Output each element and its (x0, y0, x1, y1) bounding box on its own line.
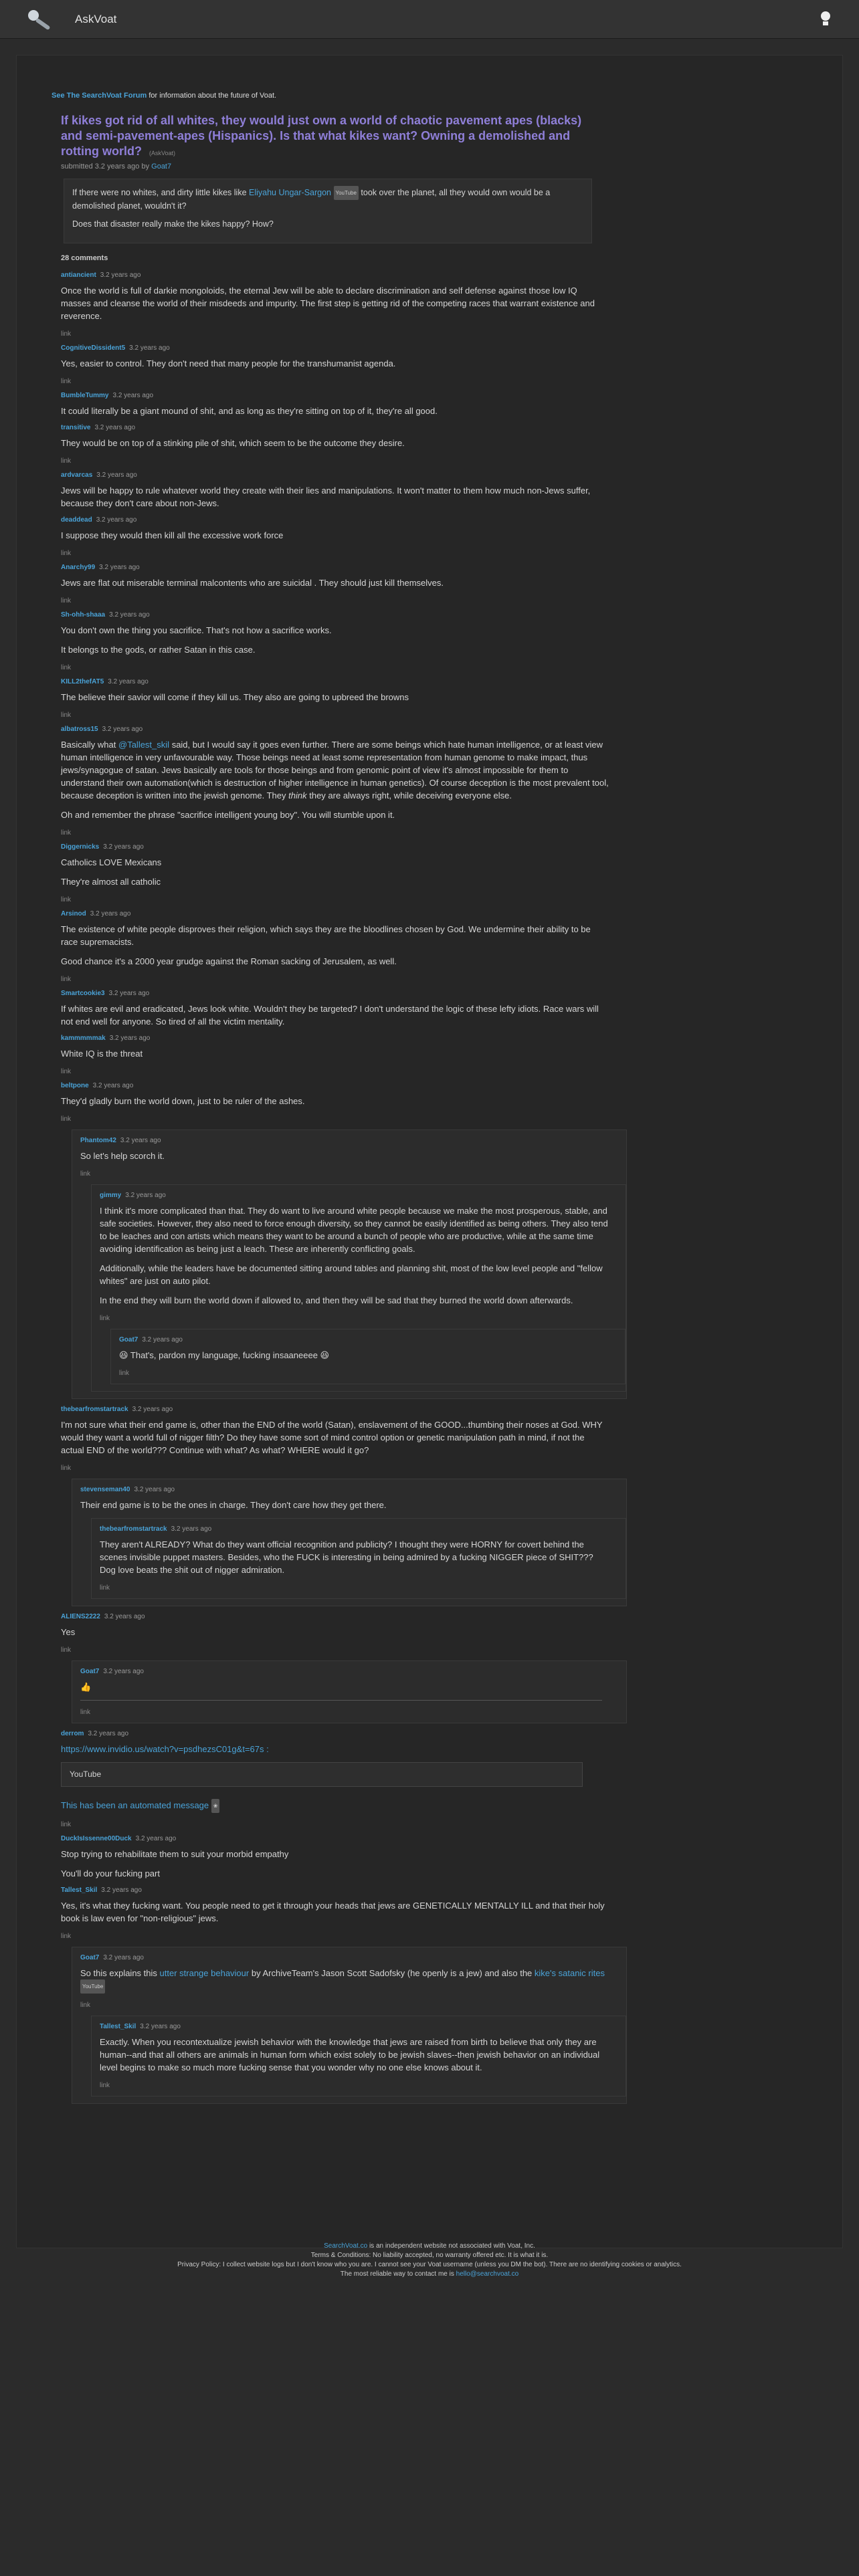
top-bar (0, 0, 859, 39)
post-title[interactable] (61, 113, 596, 161)
reply-comment (91, 1518, 626, 1599)
comment-text: The believe their savior will come if they kill us. They also are going to upbreed the browns (61, 692, 409, 702)
comment-text: They'd gladly burn the world down, just to be ruler of the ashes. (61, 1096, 305, 1106)
footer-text: is an independent website not associated with Voat, Inc. (369, 2242, 535, 2250)
comment-author[interactable]: gimmy (100, 1192, 122, 1199)
comment-author[interactable]: derrom (61, 1730, 84, 1737)
comment (61, 1887, 829, 2104)
comment (61, 344, 829, 385)
comment-author[interactable]: stevenseman40 (80, 1486, 130, 1493)
comment-time: 3.2 years ago (96, 516, 137, 524)
comment-time: 3.2 years ago (109, 611, 150, 619)
site-footer (0, 2242, 859, 2279)
permalink[interactable]: link (61, 1115, 72, 1123)
comment-author[interactable]: ardvarcas (61, 471, 93, 479)
comment (61, 990, 829, 1028)
self-post-link[interactable]: Eliyahu Ungar-Sargon (249, 187, 332, 197)
permalink[interactable]: link (61, 896, 72, 903)
comment (61, 424, 829, 465)
footer-terms: Terms & Conditions: No liability accepted, no warranty offered etc. It is what it is. (310, 2252, 549, 2259)
permalink[interactable]: link (61, 457, 72, 465)
comment-text: Their end game is to be the ones in charge. They don't care how they get there. (80, 1500, 387, 1510)
permalink[interactable]: link (61, 1821, 72, 1829)
comment-text: Additionally, while the leaders have be documented sitting around tables and planning shit, most of the low level people and "fellow whites" are just on auto pilot. (100, 1263, 603, 1286)
comment-text: They're almost all catholic (61, 877, 161, 887)
permalink[interactable]: link (61, 976, 72, 983)
footer-email-link[interactable]: hello@searchvoat.co (456, 2270, 519, 2278)
comment-author[interactable]: transitive (61, 424, 91, 431)
comment (61, 910, 829, 983)
comment-time: 3.2 years ago (102, 726, 143, 733)
comment (61, 1613, 829, 1723)
comment-time: 3.2 years ago (134, 1486, 175, 1493)
comment (61, 1835, 829, 1880)
permalink[interactable]: link (61, 1465, 72, 1472)
permalink[interactable]: link (100, 1315, 110, 1322)
inline-link[interactable]: utter strange behaviour (159, 1968, 250, 1979)
divider (80, 1700, 602, 1701)
comment-time: 3.2 years ago (135, 1835, 177, 1843)
comment-author[interactable]: antiancient (61, 272, 96, 279)
comment-author[interactable]: Goat7 (119, 1336, 138, 1344)
comment-text: In the end they will burn the world down if allowed to, and then they will be sad that they burned the world down afterwards. (100, 1295, 573, 1305)
comment-author[interactable]: Phantom42 (80, 1137, 116, 1144)
comment-text: Once the world is full of darkie mongoloids, the eternal Jew will be able to declare discrimination and self defense against those low IQ masses and cleanse the world of their misdeeds and impurity. The first step is getting rid of the competing races that warrant existence and reverence. (61, 286, 595, 321)
comment-text: You don't own the thing you sacrifice. That's not how a sacrifice works. (61, 625, 332, 635)
comment-text-part: So this explains this (80, 1968, 157, 1979)
comment-text-part: said, but I would say it goes even further. There are some beings which hate human intelligence, or at least view human intelligence in very unfavourable way. Those beings need at least some representation from human genome to make impact, thus jews/synagogue of satan. Jews basically are tools for those beings and from genomic point of view it's almost impossible for them to understand their own automation(which is destruction of higher intelligence in human genetics). Of course deception is the most prevalent tool, because deception is written into the jewish genome. They (61, 740, 609, 800)
post-author-link[interactable]: Goat7 (151, 163, 172, 171)
permalink[interactable]: link (61, 597, 72, 605)
comment-time: 3.2 years ago (96, 471, 137, 479)
comment-author[interactable]: Smartcookie3 (61, 990, 105, 997)
youtube-badge: YouTube (334, 186, 359, 200)
comment-author[interactable]: Goat7 (80, 1668, 100, 1675)
permalink[interactable]: link (61, 1068, 72, 1075)
comment-text: So let's help scorch it. (80, 1151, 165, 1161)
comment-emphasis: think (288, 790, 307, 800)
comment-text: The existence of white people disproves their religion, which says they are the bloodlines chosen by God. We undermine their ability to be race supremacists. (61, 924, 591, 947)
permalink[interactable]: link (61, 664, 72, 671)
comment-author[interactable]: Tallest_Skil (61, 1887, 98, 1895)
comment-text: Catholics LOVE Mexicans (61, 857, 162, 867)
comment-text: It belongs to the gods, or rather Satan in this case. (61, 645, 256, 655)
permalink[interactable]: link (61, 1933, 72, 1941)
comment-text: They would be on top of a stinking pile of shit, which seem to be the outcome they desire. (61, 438, 405, 448)
youtube-embed-box[interactable] (61, 1762, 583, 1787)
comment-time: 3.2 years ago (103, 1668, 144, 1675)
user-mention-link[interactable]: @Tallest_skil (118, 740, 170, 750)
post-domain: (AskVoat) (149, 150, 176, 156)
comment-author[interactable]: Sh-ohh-shaaa (61, 611, 106, 619)
notice-suffix: for information about the future of Voat. (149, 92, 277, 100)
permalink[interactable]: link (80, 1170, 91, 1178)
comment (61, 726, 829, 837)
permalink[interactable]: link (80, 2002, 91, 2010)
comment-author[interactable]: thebearfromstartrack (61, 1406, 128, 1413)
reply-comment (72, 1947, 627, 2104)
permalink[interactable]: link (61, 378, 72, 385)
comment-text-part: they are always right, while deceiving everyone else. (309, 790, 512, 800)
comment (61, 1082, 829, 1399)
comment-text: Yes (61, 1627, 76, 1637)
comment-author[interactable]: kammmmmak (61, 1035, 106, 1042)
notice-prefix: See (52, 92, 65, 100)
forum-link[interactable]: The SearchVoat Forum (66, 92, 147, 100)
comment-author[interactable]: CognitiveDissident5 (61, 344, 126, 352)
submitted-text: submitted 3.2 years ago by (61, 163, 150, 171)
self-post-paragraph (72, 186, 583, 213)
reply-comment (110, 1329, 626, 1384)
automated-message-link[interactable]: This has been an automated message (61, 1800, 209, 1810)
comment-author[interactable]: Diggernicks (61, 843, 100, 851)
comment-text: They aren't ALREADY? What do they want official recognition and publicity? I thought they were HORNY for covert behind the scenes invisible puppet masters. Besides, who the FUCK is interesting in being admired by a fucking NIGGER piece of SHIT??? Dog love beats the shit out of nigger admiration. (100, 1539, 593, 1575)
comment (61, 611, 829, 671)
reply-comment (72, 1479, 627, 1606)
comment-time: 3.2 years ago (90, 910, 131, 918)
comment-text: 👍 (80, 1682, 92, 1692)
comment-author[interactable]: DuckIsIssenne00Duck (61, 1835, 132, 1843)
comment-time: 3.2 years ago (112, 392, 154, 399)
comment-text: Good chance it's a 2000 year grudge against the Roman sacking of Jerusalem, as well. (61, 956, 397, 966)
comment-time: 3.2 years ago (99, 564, 140, 571)
comment-time: 3.2 years ago (140, 2023, 181, 2031)
comment (61, 392, 829, 417)
comment-time: 3.2 years ago (104, 1613, 145, 1620)
permalink[interactable]: link (61, 712, 72, 719)
comment-text: Jews will be happy to rule whatever world they create with their lies and manipulations. It won't matter to them how much non-Jews suffer, because they don't care about non-Jews. (61, 486, 591, 508)
comment-text: Yes, it's what they fucking want. You people need to get it through your heads that jews are GENETICALLY MENTALLY ILL and that their holy book is law even for "non-religious" jews. (61, 1901, 605, 1924)
comment-text: If whites are evil and eradicated, Jews look white. Wouldn't they be targeted? I don't understand the logic of these lefty idiots. Race wars will not end well for anyone. So tired of all the victim mentality. (61, 1004, 599, 1027)
comment-time: 3.2 years ago (92, 1082, 134, 1089)
comment-text: Yes, easier to control. They don't need that many people for the transhumanist agenda. (61, 358, 396, 368)
comment-author[interactable]: thebearfromstartrack (100, 1525, 167, 1533)
footer-text: The most reliable way to contact me is (340, 2270, 454, 2278)
permalink[interactable]: link (61, 330, 72, 338)
comment-list (61, 272, 829, 2104)
forum-notice (52, 92, 276, 100)
comment-time: 3.2 years ago (108, 990, 150, 997)
searchvoat-logo-icon[interactable] (24, 6, 51, 33)
comment-time: 3.2 years ago (108, 678, 149, 685)
comment-author[interactable]: Goat7 (80, 1954, 100, 1962)
comment-author[interactable]: Anarchy99 (61, 564, 96, 571)
permalink[interactable]: link (119, 1370, 130, 1377)
post-title-text[interactable]: If kikes got rid of all whites, they would just own a world of chaotic pavement apes (blacks) and semi-pavement-apes (Hispanics). Is that what kikes want? Owning a demolished and rotting world? (61, 114, 582, 158)
reply-comment (72, 1130, 627, 1399)
comment-author[interactable]: beltpone (61, 1082, 89, 1089)
comment (61, 272, 829, 338)
comment (61, 564, 829, 605)
comment-text: I'm not sure what their end game is, other than the END of the world (Satan), enslavement of the GOOD...thumbing their noses at God. WHY would they want a world full of nigger filth? Do they have some sort of mind control option or genetic manipulation path in mind, if not the actual END of the world??? Continue with what? As what? WHERE would it go? (61, 1420, 603, 1455)
self-post-text: took over the planet, all they would own would be a demolished planet, wouldn't it? (72, 187, 551, 211)
comment-text: Exactly. When you recontextualize jewish behavior with the knowledge that jews are raised from birth to believe that only they are human--and that all others are animals in human form which exist solely to be jewish slaves--then jewish behavior on an individual level begins to make so much more fucking sense that you wonder why no one else knows about it. (100, 2037, 600, 2073)
comment-text: Stop trying to rehabilitate them to suit your morbid empathy (61, 1849, 289, 1860)
permalink[interactable]: link (100, 1584, 110, 1592)
comment-author[interactable]: deaddead (61, 516, 92, 524)
comment (61, 516, 829, 557)
lightbulb-icon[interactable] (819, 11, 832, 27)
reply-comment (72, 1660, 627, 1723)
comment-count: 28 comments (61, 254, 108, 262)
comment-time: 3.2 years ago (171, 1525, 212, 1533)
comment (61, 471, 829, 510)
comment-text (61, 738, 609, 802)
comment-text: I think it's more complicated than that. They do want to live around white people because we make the most prosperous, stable, and safe societies. However, they also need to force enough diversity, so they cannot be easily identified as being others. They also tend to be leaches and con artists which means they want to be around a bunch of people who are productive, while at the same time avoiding identification as being just a leach. These are inherently conflicting goals. (100, 1206, 608, 1254)
comment-time: 3.2 years ago (103, 843, 144, 851)
subverse-name[interactable]: AskVoat (75, 12, 117, 25)
main-content (16, 55, 843, 2248)
comment-author[interactable]: Tallest_Skil (100, 2023, 136, 2031)
permalink[interactable]: link (61, 829, 72, 837)
comment-time: 3.2 years ago (88, 1730, 129, 1737)
footer-site-link[interactable]: SearchVoat.co (324, 2242, 368, 2250)
comment-text: White IQ is the threat (61, 1049, 143, 1059)
youtube-badge: YouTube (80, 1979, 105, 1994)
comment-time: 3.2 years ago (132, 1406, 173, 1413)
comment-author[interactable]: KILL2thefAT5 (61, 678, 104, 685)
video-link[interactable]: https://www.invidio.us/watch?v=psdhezsC01g&t=67s : (61, 1744, 269, 1754)
comment-time: 3.2 years ago (94, 424, 136, 431)
comment-text: 😆 That's, pardon my language, fucking insaaneeee 😆 (119, 1350, 330, 1360)
comment-text: Oh and remember the phrase "sacrifice intelligent young boy". You will stumble upon it. (61, 810, 395, 820)
comment-time: 3.2 years ago (109, 1035, 151, 1042)
youtube-label: YouTube (70, 1769, 102, 1779)
comment-author[interactable]: ALIENS2222 (61, 1613, 100, 1620)
reply-comment (91, 1184, 626, 1392)
comment-author[interactable]: BumbleTummy (61, 392, 109, 399)
comment (61, 1730, 829, 1828)
comment-time: 3.2 years ago (101, 1887, 142, 1895)
comment (61, 1035, 829, 1075)
comment-text-part: by ArchiveTeam's Jason Scott Sadofsky (he openly is a jew) and also the (251, 1968, 533, 1979)
post-submitted (61, 163, 830, 171)
comment-text: Jews are flat out miserable terminal malcontents who are suicidal . They should just kill themselves. (61, 578, 444, 588)
comment-author[interactable]: Arsinod (61, 910, 86, 918)
comment (61, 1406, 829, 1606)
comment-time: 3.2 years ago (100, 272, 141, 279)
comment-author[interactable]: albatross15 (61, 726, 98, 733)
comment (61, 678, 829, 719)
comment (61, 843, 829, 903)
comment-text (80, 1967, 609, 1994)
self-post-paragraph: Does that disaster really make the kikes happy? How? (72, 219, 274, 229)
comment-text-part: Basically what (61, 740, 116, 750)
comment-time: 3.2 years ago (129, 344, 170, 352)
comment-text: I suppose they would then kill all the excessive work force (61, 530, 284, 540)
comment-time: 3.2 years ago (120, 1137, 161, 1144)
inline-link[interactable]: kike's satanic rites (534, 1968, 605, 1979)
comment-time: 3.2 years ago (142, 1336, 183, 1344)
reply-comment (91, 2016, 626, 2097)
permalink[interactable]: link (61, 1646, 72, 1654)
footer-privacy: Privacy Policy: I collect website logs but I don't know who you are. I cannot see your Voat username (unless you DM the bot). There are no identifying cookies or analytics. (177, 2261, 682, 2268)
comment-time: 3.2 years ago (125, 1192, 166, 1199)
self-post-body (64, 179, 592, 243)
comment-time: 3.2 years ago (103, 1954, 144, 1962)
comment-text: You'll do your fucking part (61, 1868, 160, 1879)
bot-badge-icon: ❀ (211, 1799, 220, 1813)
self-post-text: If there were no whites, and dirty little kikes like (72, 187, 247, 197)
permalink[interactable]: link (80, 1709, 91, 1716)
permalink[interactable]: link (61, 550, 72, 557)
permalink[interactable]: link (100, 2082, 110, 2090)
comment-text: It could literally be a giant mound of shit, and as long as they're sitting on top of it, they're all good. (61, 406, 438, 416)
